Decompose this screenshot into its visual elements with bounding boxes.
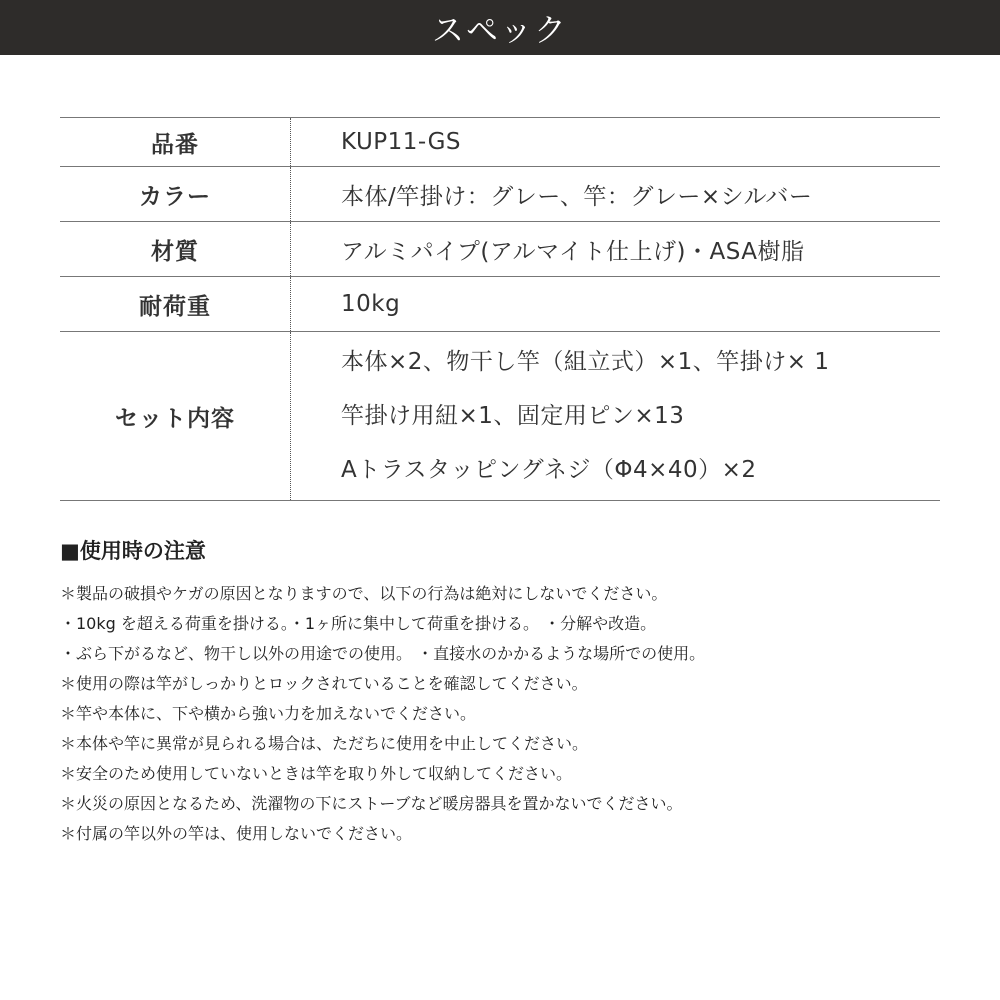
spec-row-load-capacity [60, 277, 940, 332]
spec-row-part-number [60, 118, 940, 167]
spec-value: 10kg [341, 291, 401, 317]
spec-row-set-contents [60, 332, 940, 501]
caution-item: ＊製品の破損やケガの原因となりますので、以下の行為は絶対にしないでください。 [60, 584, 668, 603]
caution-title: ■使用時の注意 [60, 539, 206, 563]
caution-item: ＊安全のため使用していないときは竿を取り外して収納してください。 [60, 764, 573, 783]
spec-label: カラー [60, 167, 291, 221]
spec-value-list [291, 332, 940, 500]
spec-label: 品番 [60, 118, 291, 166]
caution-section [60, 535, 960, 849]
caution-item: ＊本体や竿に異常が見られる場合は、ただちに使用を中止してください。 [60, 734, 589, 753]
caution-item: ・ぶら下がるなど、物干し以外の用途での使用。 ・直接水のかかるような場所での使用。 [60, 644, 706, 663]
caution-item: ・10kg を超える荷重を掛ける。・1ヶ所に集中して荷重を掛ける。 ・分解や改造。 [60, 614, 657, 633]
caution-list [60, 579, 960, 849]
set-contents-line: 竿掛け用紐×1、固定用ピン×13 [341, 403, 685, 429]
spec-value: KUP11-GS [341, 129, 461, 155]
caution-item: ＊使用の際は竿がしっかりとロックされていることを確認してください。 [60, 674, 588, 693]
spec-label: 耐荷重 [60, 277, 291, 331]
set-contents-line: Aトラスタッピングネジ（Φ4×40）×2 [341, 457, 757, 483]
spec-label: セット内容 [60, 332, 291, 500]
caution-item: ＊火災の原因となるため、洗濯物の下にストーブなど暖房器具を置かないでください。 [60, 794, 683, 813]
caution-item: ＊竿や本体に、下や横から強い力を加えないでください。 [60, 704, 477, 723]
page-header [0, 0, 1000, 55]
spec-row-color [60, 167, 940, 222]
spec-label: 材質 [60, 222, 291, 276]
spec-row-material [60, 222, 940, 277]
spec-table [60, 117, 940, 501]
set-contents-line: 本体×2、物干し竿（組立式）×1、竿掛け× 1 [341, 349, 830, 375]
spec-value: 本体/竿掛け：グレー、竿：グレー×シルバー [341, 183, 813, 210]
spec-value: アルミパイプ(アルマイト仕上げ)・ASA樹脂 [341, 238, 805, 265]
page-title: スペック [431, 10, 568, 49]
caution-item: ＊付属の竿以外の竿は、使用しないでください。 [60, 824, 413, 843]
